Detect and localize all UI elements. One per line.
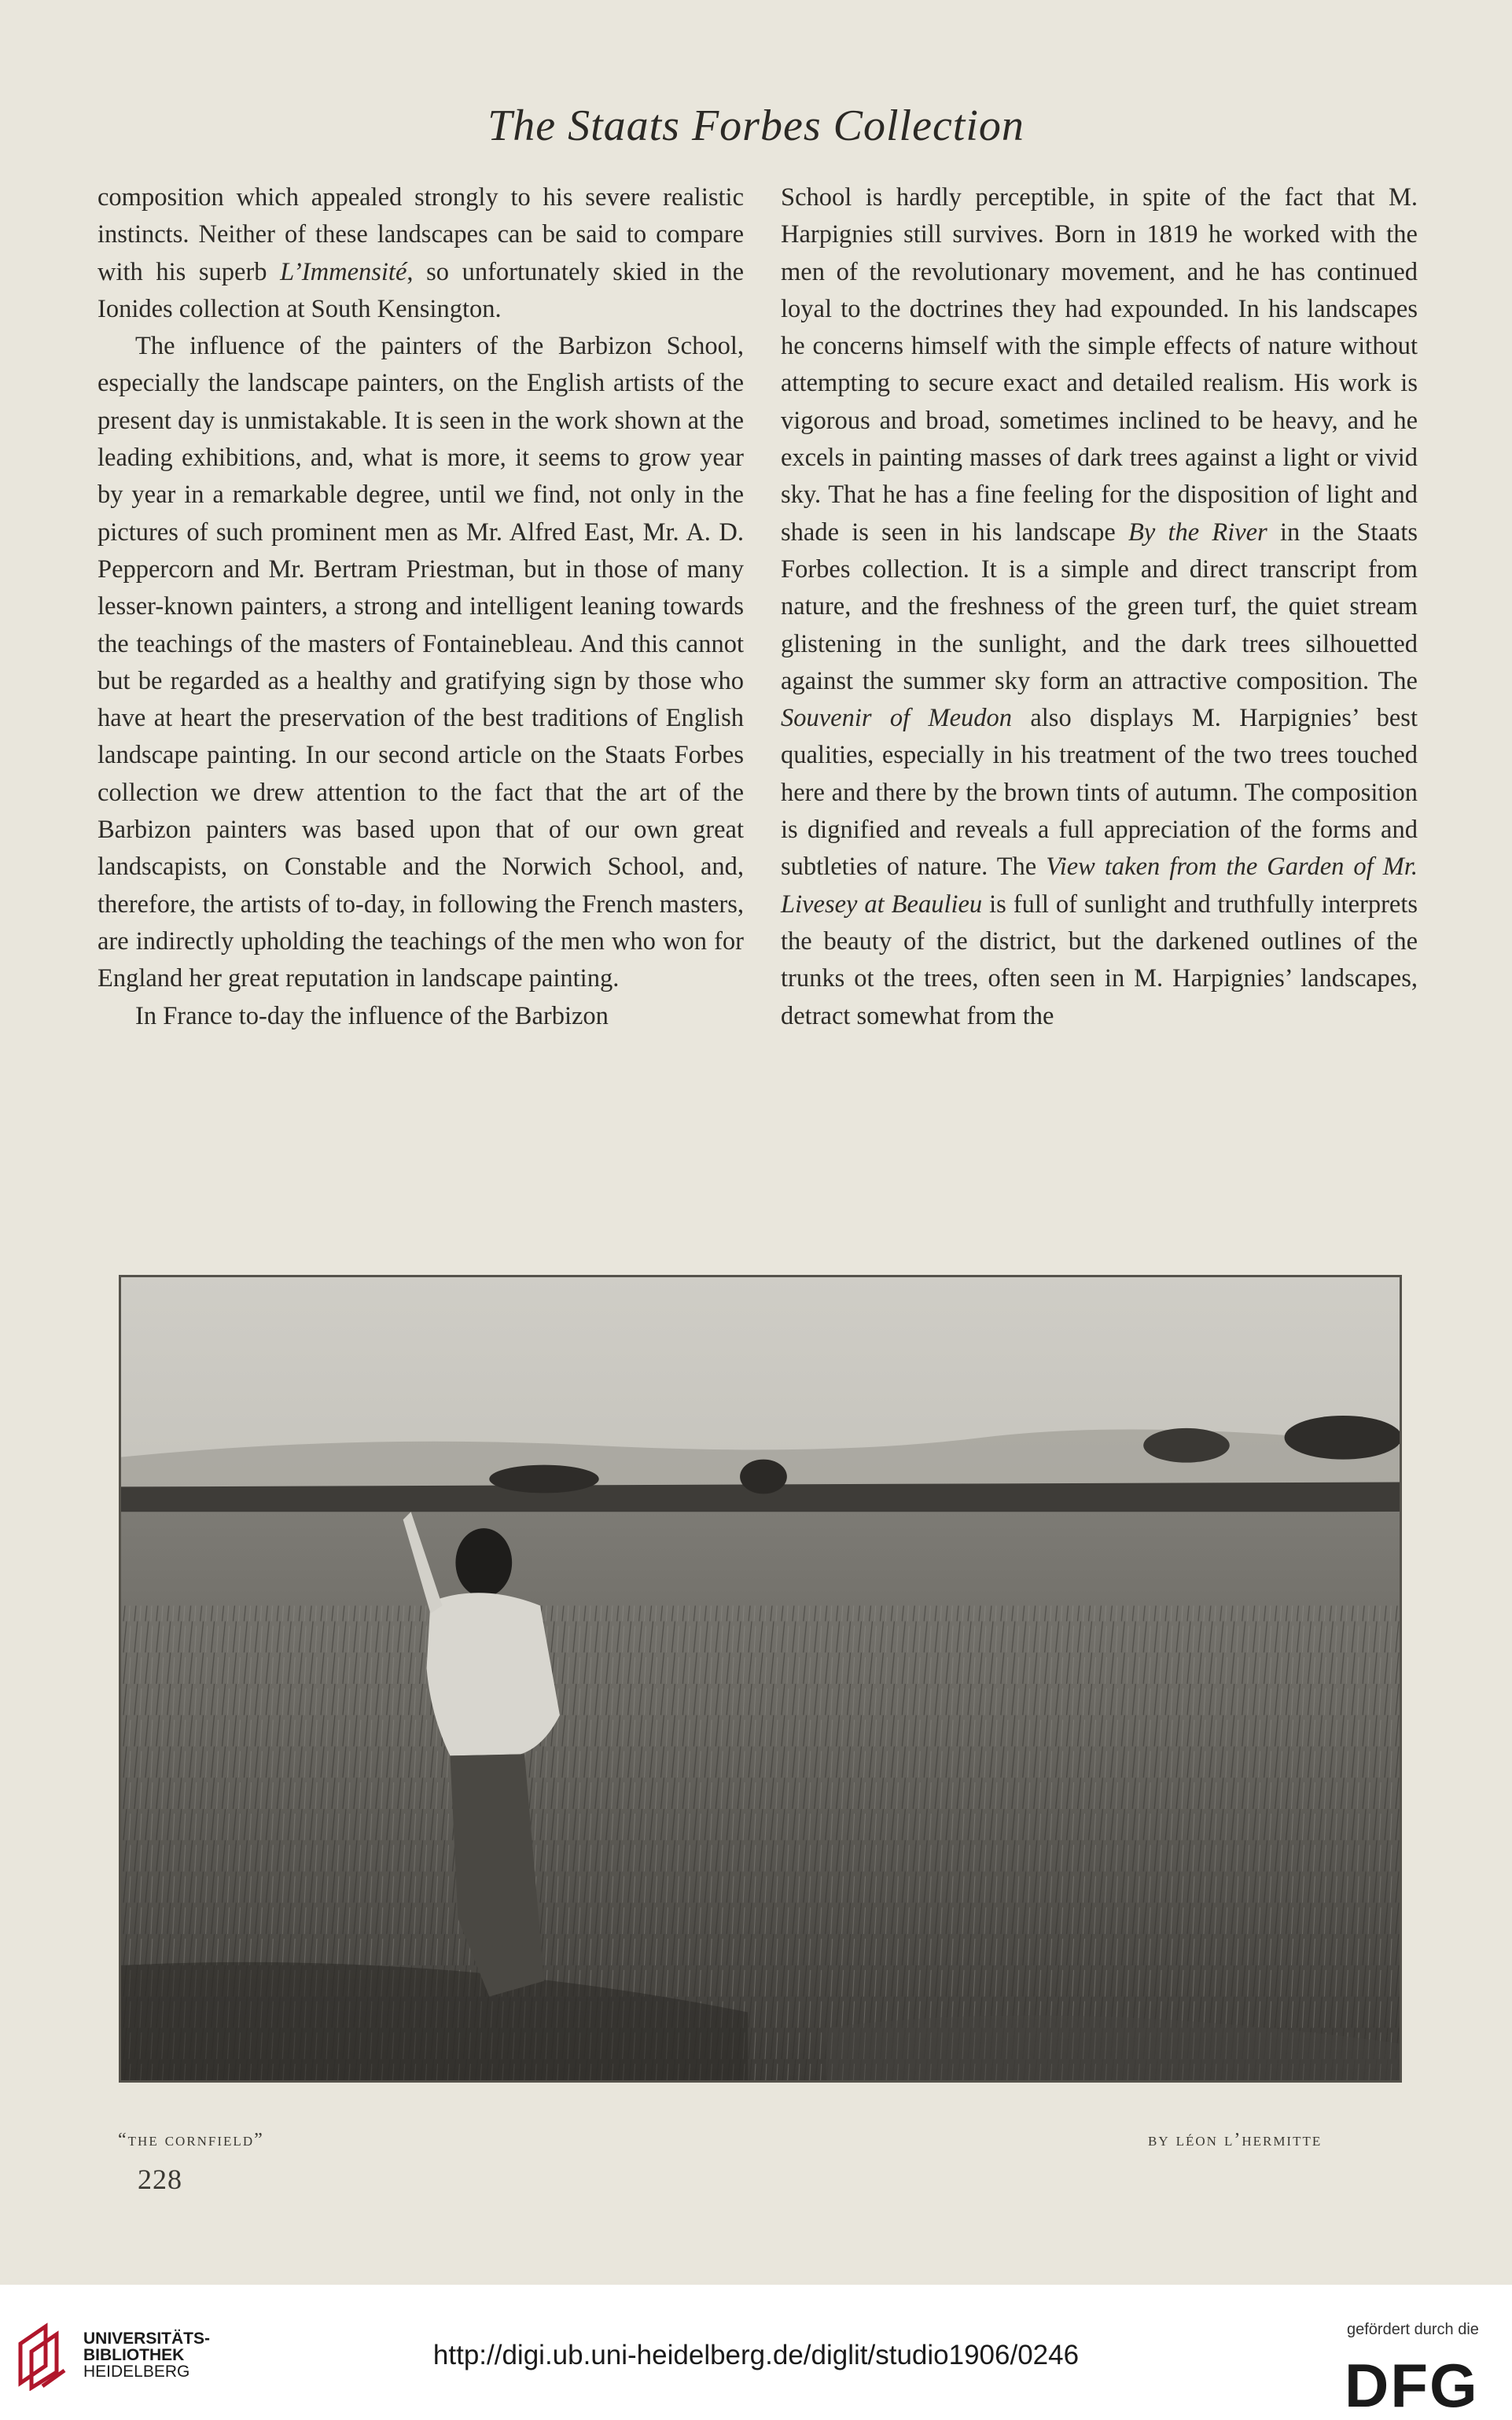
cornfield-plate-image [119, 1275, 1402, 2083]
dfg-logo: DFG [1345, 2351, 1479, 2420]
italic-title: View taken from the Garden of Mr. Livesey at Beaulieu [781, 853, 1418, 919]
text-run: In France to-day the influence of the Barbizon [135, 1001, 609, 1030]
left-paragraph [97, 328, 744, 997]
text-run: is full of sunlight and truthfully interprets the beauty of the district, but the darkened outlines of the trunks ot the trees, often seen in M. Harpignies’ landscapes, detract somewhat from the [781, 890, 1418, 1030]
right-text-column [781, 179, 1418, 1035]
text-run: , so unfortunately skied in the Ionides collection at South Kensington. [97, 257, 744, 323]
cornfield-painting [121, 1277, 1400, 2080]
page-number: 228 [138, 2164, 182, 2195]
source-url-link[interactable]: http://digi.ub.uni-heidelberg.de/diglit/studio1906/0246 [432, 2340, 1080, 2370]
library-name-line-1: UNIVERSITÄTS- [83, 2330, 211, 2348]
source-url [0, 2340, 1512, 2371]
text-run: also displays M. Harpignies’ best qualities, especially in his treatment of the two trees touched here and there by the brown tints of autumn. The composition is dignified and reveals a full appreciation of the forms and subtleties of nature. The [781, 704, 1418, 882]
italic-title: By the River [1128, 518, 1267, 547]
plate-caption-artist: by léon l’hermitte [1148, 2130, 1323, 2150]
left-text-column [97, 179, 744, 1035]
text-run: School is hardly perceptible, in spite of the fact that M. Harpignies still survives. Born in 1819 he worked with the men of the revolutionary movement, and he has continued loyal to the doctrines they had expounded. In his landscapes he concerns himself with the simple effects of nature without attempting to secure exact and detailed realism. His work is vigorous and broad, sometimes inclined to be heavy, and he excels in painting masses of dark trees against a light or vivid sky. That he has a fine feeling for the disposition of light and shade is seen in his landscape [781, 183, 1418, 547]
library-name-line-2: BIBLIOTHEK [83, 2346, 185, 2364]
left-paragraph [97, 179, 744, 328]
text-run: composition which appealed strongly to his severe realistic instincts. Neither of these landscapes can be said to compare with his superb [97, 183, 744, 286]
right-paragraph [781, 179, 1418, 1035]
funded-by-label: gefördert durch die [1347, 2321, 1479, 2338]
text-run: in the Staats Forbes collection. It is a simple and direct transcript from nature, and the freshness of the green turf, the quiet stream glistening in the sunlight, and the dark trees silhouetted against the summer sky form an attractive composition. The [781, 518, 1418, 695]
italic-title: Souvenir of Meudon [781, 704, 1012, 733]
plate-caption-title: “the cornfield” [118, 2130, 264, 2150]
text-run: The influence of the painters of the Barbizon School, especially the landscape painters, on the English artists of the present day is unmistakable. It is seen in the work shown at the leading exhibitions, and, what is more, it seems to grow year by year in a remarkable degree, until we find, not only in the pictures of such prominent men as Mr. Alfred East, Mr. A. D. Peppercorn and Mr. Bertram Priestman, but in those of many lesser-known painters, a strong and intelligent leaning towards the teachings of the masters of Fontainebleau. And this cannot but be regarded as a healthy and gratifying sign by those who have at heart the preservation of the best traditions of English landscape painting. In our second article on the Staats Forbes collection we drew attention to the fact that the art of the Barbizon painters was based upon that of our own great landscapists, on Constable and the Norwich School, and, therefore, the artists of to-day, in following the French masters, are indirectly upholding the teachings of the men who won for England her great reputation in landscape painting. [97, 332, 744, 993]
italic-title: L’Immensité [280, 257, 407, 286]
library-name-line-3: HEIDELBERG [83, 2363, 190, 2381]
left-paragraph [97, 998, 744, 1035]
running-title: The Staats Forbes Collection [487, 101, 1025, 150]
